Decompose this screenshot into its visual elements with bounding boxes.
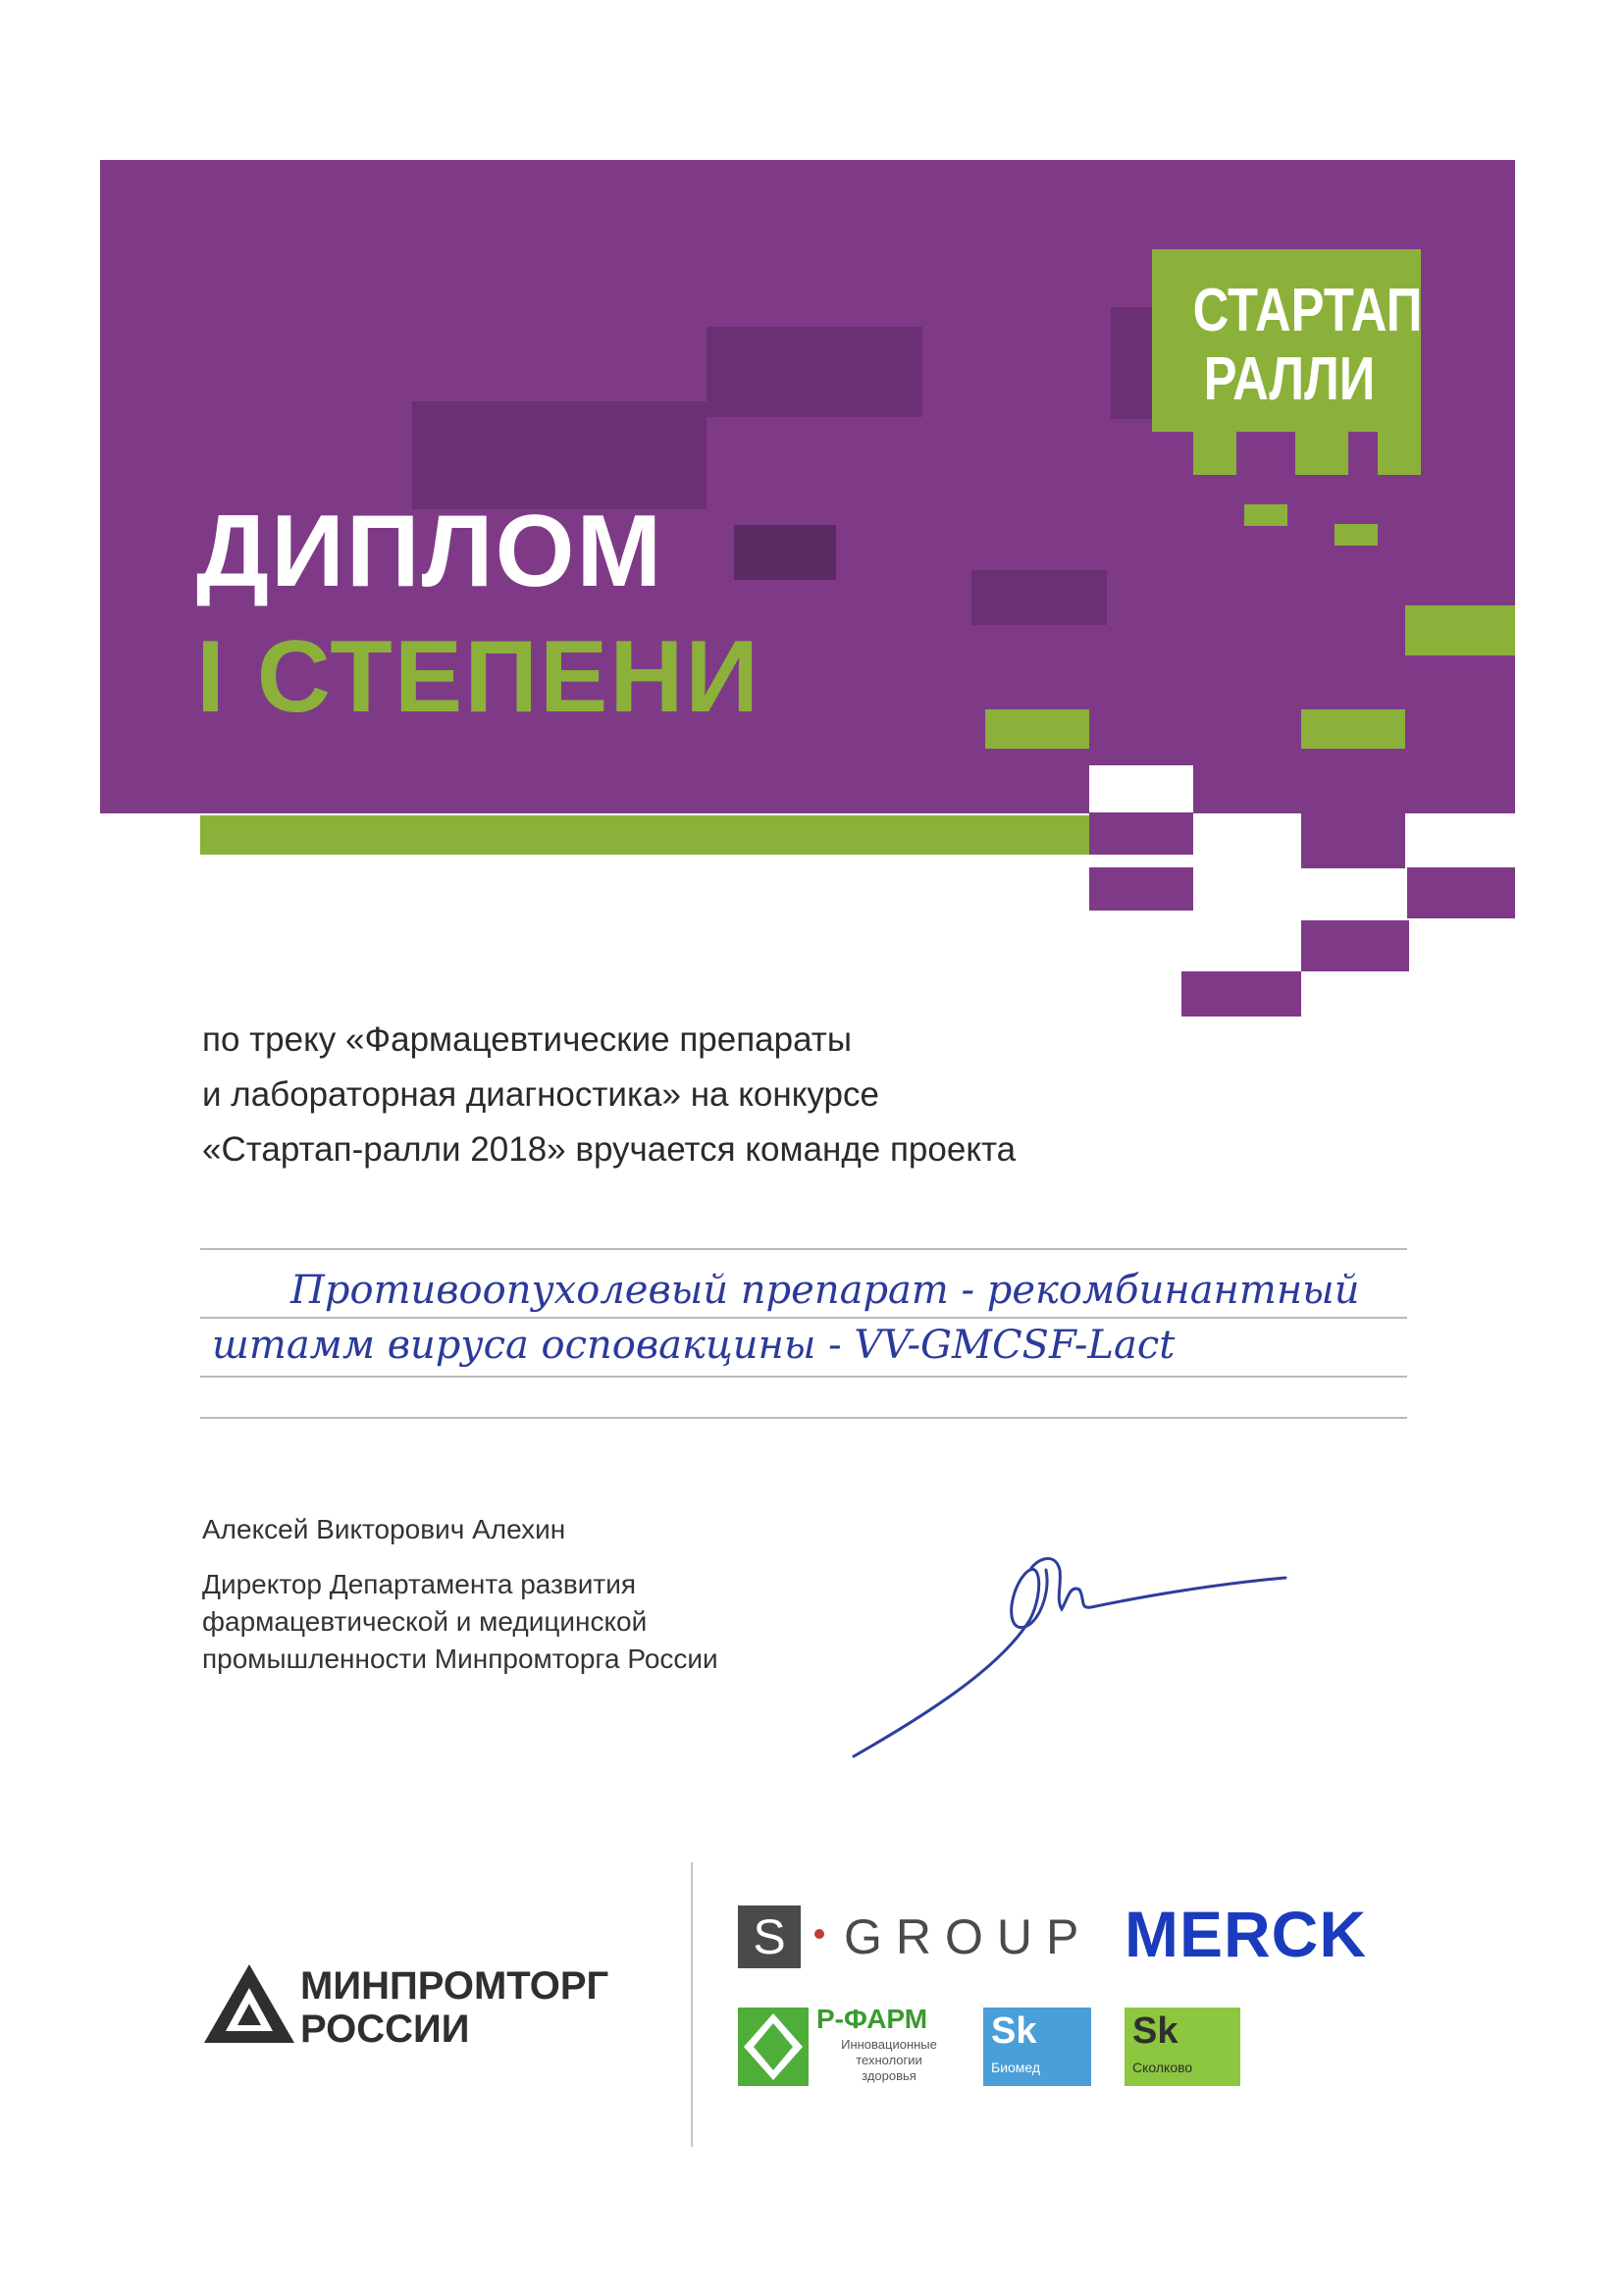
rpharm-name: Р-ФАРМ bbox=[816, 2004, 928, 2034]
signatory-position bbox=[202, 1566, 718, 1678]
pixel-block bbox=[1089, 813, 1193, 855]
ministry-triangle-icon bbox=[202, 1962, 296, 2045]
logo-pixel bbox=[1378, 432, 1421, 475]
skolkovo-caption: Сколково bbox=[1132, 2060, 1193, 2075]
award-description bbox=[202, 1013, 1380, 1177]
pixel-block bbox=[1407, 867, 1515, 918]
sk-biomed-mark: Sk bbox=[991, 2010, 1037, 2052]
signature bbox=[834, 1531, 1344, 1766]
logo-divider bbox=[691, 1862, 693, 2147]
merck-logo: MERCK bbox=[1125, 1898, 1367, 1970]
banner-green-bar bbox=[200, 815, 1193, 855]
logo-line-1: СТАРТАП bbox=[1192, 277, 1423, 344]
fill-line bbox=[200, 1317, 1407, 1319]
rpharm-tagline-3: здоровья bbox=[862, 2068, 916, 2083]
position-line-2: фармацевтической и медицинской bbox=[202, 1606, 648, 1637]
logo-line-2: РАЛЛИ bbox=[1203, 345, 1376, 413]
diploma-degree: I СТЕПЕНИ bbox=[196, 620, 761, 734]
sk-biomed-caption: Биомед bbox=[991, 2060, 1041, 2075]
project-name-line-2: штамм вируса осповакцины - VV-GMCSF-Lact bbox=[212, 1323, 1176, 1368]
pixel-block bbox=[985, 709, 1089, 749]
logo-pixel bbox=[1193, 432, 1236, 475]
logo-pixel bbox=[1295, 432, 1348, 475]
rpharm-badge-icon bbox=[738, 2008, 809, 2086]
rpharm-tagline-1: Инновационные bbox=[841, 2037, 937, 2052]
sgroup-logo-mark: S bbox=[738, 1905, 801, 1968]
pixel-block bbox=[1301, 709, 1405, 749]
fill-line bbox=[200, 1248, 1407, 1250]
signatory-name: Алексей Викторович Алехин bbox=[202, 1514, 566, 1544]
sk-biomed-logo bbox=[983, 2008, 1091, 2086]
logo-text bbox=[1192, 277, 1423, 414]
pixel-block bbox=[1089, 765, 1193, 812]
pixel-block bbox=[1405, 655, 1515, 763]
pixel-block bbox=[1181, 971, 1301, 1017]
fill-line bbox=[200, 1417, 1407, 1419]
rpharm-logo-mark bbox=[738, 2008, 809, 2086]
skolkovo-logo bbox=[1125, 2008, 1240, 2086]
pixel-block bbox=[1301, 813, 1405, 868]
diploma-title: ДИПЛОМ bbox=[196, 495, 664, 608]
award-line-3: «Стартап-ралли 2018» вручается команде проекта bbox=[202, 1130, 1017, 1169]
position-line-3: промышленности Минпромторга России bbox=[202, 1644, 718, 1674]
skolkovo-mark: Sk bbox=[1132, 2010, 1178, 2052]
pixel-block bbox=[1301, 920, 1409, 971]
logo-pixel bbox=[1335, 524, 1378, 546]
ministry-line-2: РОССИИ bbox=[300, 2008, 470, 2051]
pixel-block bbox=[1405, 605, 1515, 656]
rpharm-tagline-2: технологии bbox=[856, 2053, 922, 2067]
fill-line bbox=[200, 1376, 1407, 1378]
pixel-block bbox=[1089, 867, 1193, 911]
rpharm-tagline bbox=[830, 2037, 948, 2084]
ministry-logo-text bbox=[300, 1964, 608, 2051]
award-line-1: по треку «Фармацевтические препараты bbox=[202, 1020, 852, 1059]
award-line-2: и лабораторная диагностика» на конкурсе bbox=[202, 1075, 879, 1114]
position-line-1: Директор Департамента развития bbox=[202, 1569, 637, 1599]
sgroup-logo-word: GROUP bbox=[844, 1909, 1093, 1964]
logo-pixel bbox=[1244, 504, 1287, 526]
project-name-line-1: Противоопухолевый препарат - рекомбинантный bbox=[290, 1268, 1360, 1313]
ministry-line-1: МИНПРОМТОРГ bbox=[300, 1964, 609, 2008]
sgroup-dot bbox=[814, 1929, 824, 1939]
